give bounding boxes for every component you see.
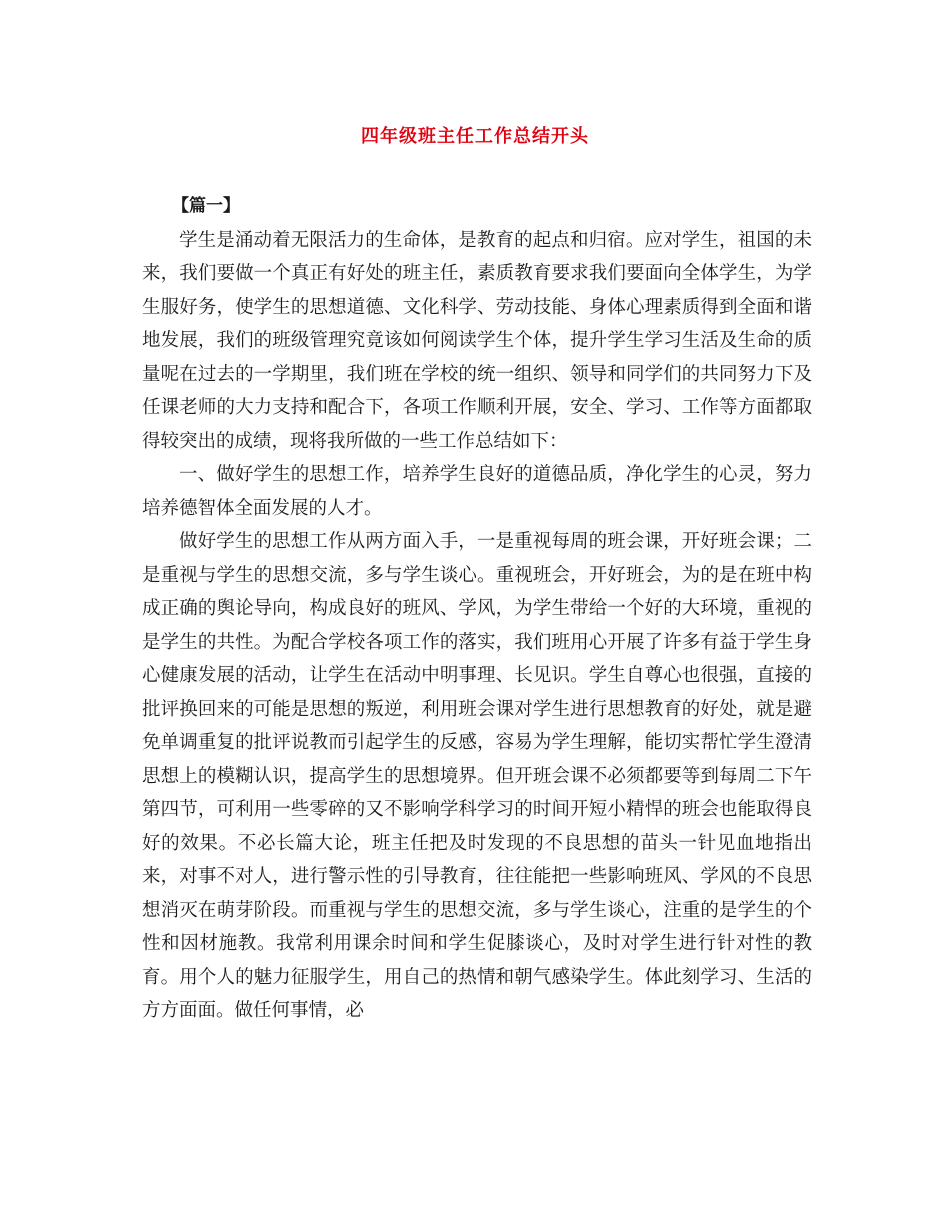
document-body: [142, 190, 812, 1028]
document-title: 四年级班主任工作总结开头: [361, 126, 589, 147]
section-heading: 【篇一】: [172, 196, 240, 216]
paragraph-intro: 学生是涌动着无限活力的生命体，是教育的起点和归宿。应对学生，祖国的未来，我们要做一个真正有好处的班主任，素质教育要求我们要面向全体学生，为学生服好务，使学生的思想道德、文化科学、劳动技能、身体心理素质得到全面和谐地发展，我们的班级管理究竟该如何阅读学生个体，提升学生学习生活及生命的质量呢在过去的一学期里，我们班在学校的统一组织、领导和同学们的共同努力下及任课老师的大力支持和配合下，各项工作顺利开展，安全、学习、工作等方面都取得较突出的成绩，现将我所做的一些工作总结如下：: [142, 229, 812, 452]
paragraph-point-one: 一、做好学生的思想工作，培养学生良好的道德品质，净化学生的心灵，努力培养德智体全面发展的人才。: [142, 464, 812, 519]
paragraph-thought-work: 做好学生的思想工作从两方面入手，一是重视每周的班会课，开好班会课；二是重视与学生的思想交流，多与学生谈心。重视班会，开好班会，为的是在班中构成正确的舆论导向，构成良好的班风、学风，为学生带给一个好的大环境，重视的是学生的共性。为配合学校各项工作的落实，我们班用心开展了许多有益于学生身心健康发展的活动，让学生在活动中明事理、长见识。学生自尊心也很强，直接的批评换回来的可能是思想的叛逆，利用班会课对学生进行思想教育的好处，就是避免单调重复的批评说教而引起学生的反感，容易为学生理解，能切实帮忙学生澄清思想上的模糊认识，提高学生的思想境界。但开班会课不必须都要等到每周二下午第四节，可利用一些零碎的又不影响学科学习的时间开短小精悍的班会也能取得良好的效果。不必长篇大论，班主任把及时发现的不良思想的苗头一针见血地指出来，对事不对人，进行警示性的引导教育，往往能把一些影响班风、学风的不良思想消灭在萌芽阶段。而重视与学生的思想交流，多与学生谈心，注重的是学生的个性和因材施教。我常利用课余时间和学生促膝谈心，及时对学生进行针对性的教育。用个人的魅力征服学生，用自己的热情和朝气感染学生。体此刻学习、生活的方方面面。做任何事情，必: [142, 531, 812, 1021]
